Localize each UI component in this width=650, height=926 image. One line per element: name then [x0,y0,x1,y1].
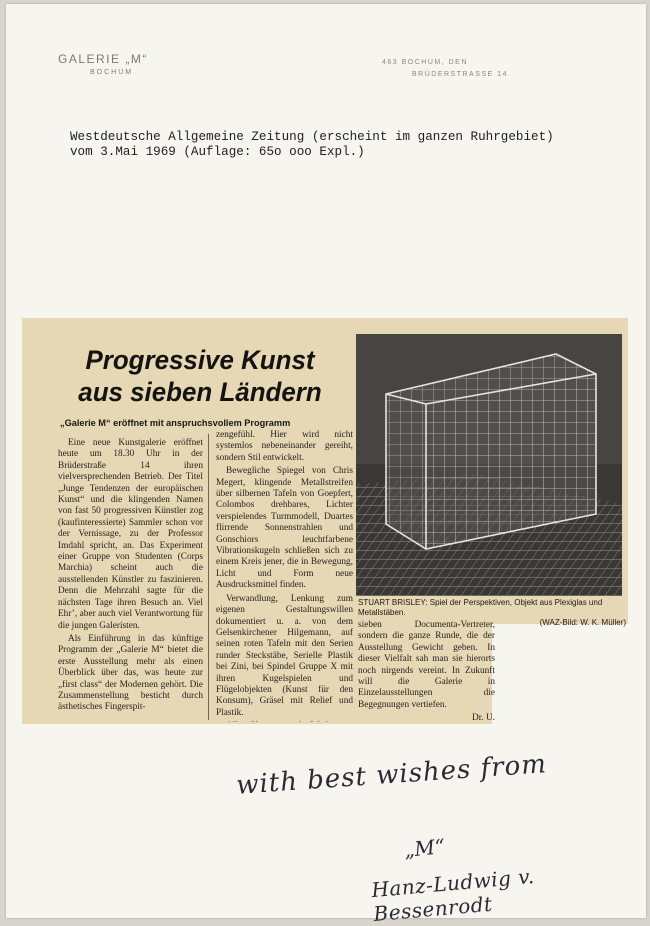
gallery-name: GALERIE „M“ [58,52,148,66]
article-paragraph [216,721,353,722]
article-subheadline: „Galerie M“ eröffnet mit anspruchsvollem Programm [60,418,291,428]
article-headline [66,344,335,408]
handwritten-signature: Hanz-Ludwig v. Bessenrodt [370,863,536,926]
plexiglas-cube-image [356,334,622,596]
gallery-city: BOCHUM [90,69,134,76]
address-line-2: BRÜDERSTRASSE 14 [412,71,508,78]
address-line-1: 463 BOCHUM, DEN [382,59,468,66]
article-column-1 [58,438,203,726]
article-paragraph: Als Einführung in das künftige Programm der „Galerie M“ bietet die erste Ausstellung mehr als einen Überblick über das, was heute zur „first class“ der Modernen gehört. Die Zusammenstellung besticht durch ästhetisches Fingerspit- [58,633,203,713]
typed-line-2: vom 3.Mai 1969 (Auflage: 65o ooo Expl.) [70,145,365,159]
article-paragraph: zengefühl. Hier wird nicht systemlos nebeneinander gereiht, sondern Stil entwickelt. [216,430,353,463]
handwritten-gallery-mark: „M“ [402,833,447,863]
headline-line-2: aus sieben Ländern [78,377,322,407]
article-photo [356,334,622,596]
photo-credit: (WAZ-Bild: W. K. Müller) [539,618,626,627]
typed-note [70,130,630,160]
letterhead-address [382,57,508,81]
article-paragraph: Verwandlung, Lenkung zum eigenen Gestaltungswillen dokumentiert u. a. von dem Gelsenkirchener Hilgemann, auf seinen roten Tafeln mit den Serien runder Steckstäbe, Serielle Plastik bei Zini, bei Spindel Gruppe X mit ihren Kugelspielen und Flügelobjekten (Kunst für den Konsum), Gräsel mit Relief und Plastik. [216,593,353,718]
article-paragraph: Bewegliche Spiegel von Chris Megert, klingende Metallstreifen über silbernen Tafeln von Goepfert, Colombos drehbares, Lichter verspielendes Turmmodell, Duartes flirrende Sonnenstrahlen und Gonschiors leuchtfarbene Vibrationskugeln schließen sich zu einem Kreis jener, die in Bewegung, Licht und Form neue Ausdrucksmittel finden. [216,466,353,591]
article-paragraph: sieben Documenta-Vertreter, sondern die ganze Runde, die der Ausstellung Gewicht geben. In dieser Vielfalt sah man sie hierorts noch nirgends vereint. In Zukunft will die Galerie in Einzelausstellungen die Begegnungen vertiefen. [358,620,495,710]
article-column-2 [216,430,353,722]
headline-line-1: Progressive Kunst [85,345,315,375]
article-signature: Dr. U. [472,713,495,720]
handwritten-greeting: with best wishes from [235,749,548,801]
article-column-3 [358,620,495,720]
article-paragraph: Eine neue Kunstgalerie eröffnet heute um 18.30 Uhr in der Brüderstraße 14 ihren vielversprechenden Betrieb. Der Titel „Junge Tendenzen der europäischen Kunst“ und die klingenden Namen von fast 50 progressiven Künstler zog (kaufinteressierte) Sammler schon vor der Vernissage, zu der Professor Imdahl spricht, an. Das Experiment einer Gruppe von Studenten (Corps Marchia) scheint auch die ausstellenden Künstler zu faszinieren. Denn die Mehrzahl sagte für die nächsten Tage ihren Besuch an. Viel Ehr’, aber auch viel Verantwortung für die jungen Galeristen. [58,438,203,631]
letterhead-left [58,52,148,76]
typed-line-1: Westdeutsche Allgemeine Zeitung (erscheint im ganzen Ruhrgebiet) [70,130,554,144]
clipping-cut-corner [492,624,632,728]
caption-text: STUART BRISLEY: Spiel der Perspektiven, Objekt aus Plexiglas und Metallstäben. [358,598,603,617]
column-divider [208,434,209,720]
